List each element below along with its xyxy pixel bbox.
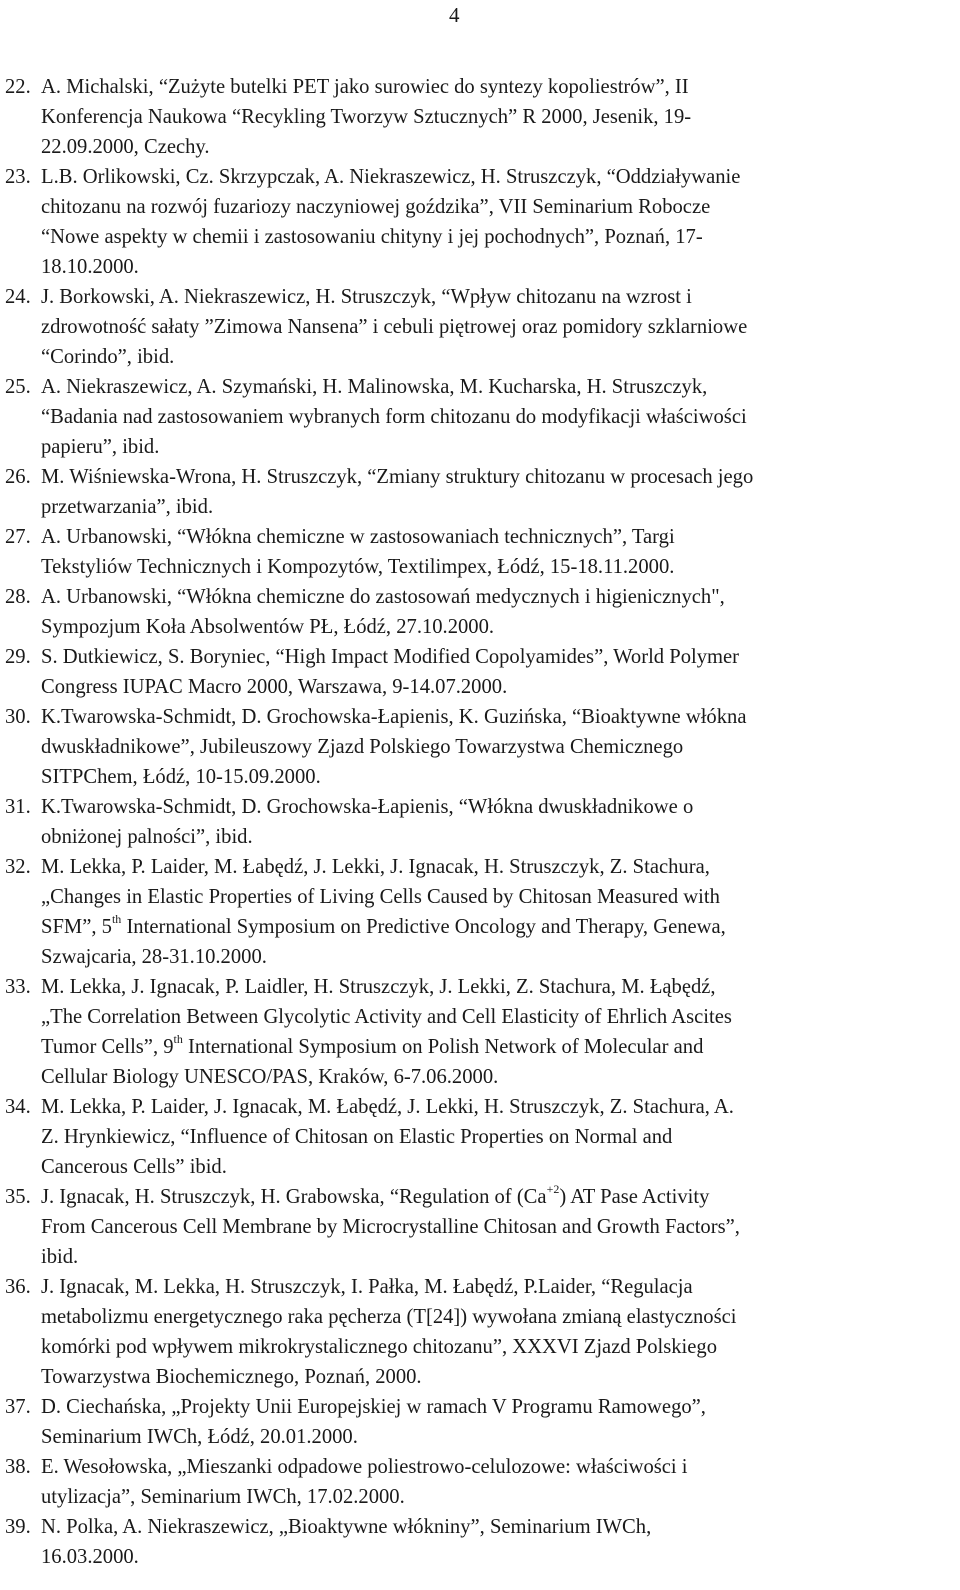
reference-item — [0, 792, 960, 852]
reference-text-line: Towarzystwa Biochemicznego, Poznań, 2000. — [41, 1366, 422, 1388]
reference-text-line: J. Ignacak, M. Lekka, H. Struszczyk, I. Pałka, M. Łabędź, P.Laider, “Regulacja — [41, 1276, 693, 1298]
reference-text-line: A. Michalski, “Zużyte butelki PET jako surowiec do syntezy kopoliestrów”, II — [41, 76, 689, 98]
reference-text-line: 18.10.2000. — [41, 256, 139, 278]
reference-text-line: N. Polka, A. Niekraszewicz, „Bioaktywne włókniny”, Seminarium IWCh, — [41, 1516, 652, 1538]
reference-number: 24. — [5, 286, 31, 308]
reference-number: 38. — [5, 1456, 31, 1478]
reference-text-line: A. Niekraszewicz, A. Szymański, H. Malinowska, M. Kucharska, H. Struszczyk, — [41, 376, 708, 398]
reference-text-line: Z. Hrynkiewicz, “Influence of Chitosan on Elastic Properties on Normal and — [41, 1126, 673, 1148]
reference-item — [0, 642, 960, 702]
reference-text-line: 22.09.2000, Czechy. — [41, 136, 210, 158]
reference-text-line — [41, 1182, 944, 1212]
reference-text-line: Sympozjum Koła Absolwentów PŁ, Łódź, 27.10.2000. — [41, 616, 495, 638]
reference-number: 33. — [5, 976, 31, 998]
reference-text-segment: SFM”, 5 — [41, 916, 112, 938]
reference-item — [0, 702, 960, 792]
superscript: th — [111, 912, 122, 927]
reference-text-line: utylizacja”, Seminarium IWCh, 17.02.2000. — [41, 1486, 405, 1508]
reference-item — [0, 1272, 960, 1392]
reference-number: 36. — [5, 1276, 31, 1298]
reference-number: 26. — [5, 466, 31, 488]
reference-text-line: dwuskładnikowe”, Jubileuszowy Zjazd Polskiego Towarzystwa Chemicznego — [41, 736, 684, 758]
reference-item — [0, 372, 960, 462]
reference-text-line: S. Dutkiewicz, S. Boryniec, “High Impact Modified Copolyamides”, World Polymer — [41, 646, 740, 668]
reference-text-segment: Tumor Cells”, 9 — [41, 1036, 174, 1058]
reference-text-line: “Corindo”, ibid. — [41, 346, 175, 368]
reference-text-line: K.Twarowska-Schmidt, D. Grochowska-Łapienis, K. Guzińska, “Bioaktywne włókna — [41, 706, 747, 728]
reference-text-line: komórki pod wpływem mikrokrystalicznego chitozanu”, XXXVI Zjazd Polskiego — [41, 1336, 718, 1358]
reference-item — [0, 462, 960, 522]
reference-text-line: Cellular Biology UNESCO/PAS, Kraków, 6-7.06.2000. — [41, 1066, 499, 1088]
page-number: 4 — [449, 3, 460, 27]
reference-text-line: 16.03.2000. — [41, 1546, 139, 1568]
reference-text-line: D. Ciechańska, „Projekty Unii Europejskiej w ramach V Programu Ramowego”, — [41, 1396, 706, 1418]
reference-item — [0, 522, 960, 582]
reference-text-line: „The Correlation Between Glycolytic Activity and Cell Elasticity of Ehrlich Ascites — [41, 1006, 732, 1028]
reference-item — [0, 972, 960, 1092]
reference-text-segment: International Symposium on Predictive Oncology and Therapy, Genewa, — [121, 916, 726, 938]
reference-number: 39. — [5, 1516, 31, 1538]
reference-text-segment: J. Ignacak, H. Struszczyk, H. Grabowska, “Regulation of (Ca — [41, 1186, 547, 1208]
reference-text-line: chitozanu na rozwój fuzariozy naczyniowej goździka”, VII Seminarium Robocze — [41, 196, 711, 218]
reference-item — [0, 1092, 960, 1182]
reference-number: 30. — [5, 706, 31, 728]
reference-number: 35. — [5, 1186, 31, 1208]
reference-text-line: ibid. — [41, 1246, 79, 1268]
reference-number: 34. — [5, 1096, 31, 1118]
reference-text-line: przetwarzania”, ibid. — [41, 496, 214, 518]
reference-text-line: A. Urbanowski, “Włókna chemiczne do zastosowań medycznych i higienicznych", — [41, 586, 725, 608]
reference-text-line: A. Urbanowski, “Włókna chemiczne w zastosowaniach technicznych”, Targi — [41, 526, 675, 548]
superscript: +2 — [546, 1182, 560, 1197]
reference-text-line: M. Lekka, P. Laider, M. Łabędź, J. Lekki, J. Ignacak, H. Struszczyk, Z. Stachura, — [41, 856, 710, 878]
reference-text-line: zdrowotność sałaty ”Zimowa Nansena” i cebuli piętrowej oraz pomidory szklarniowe — [41, 316, 748, 338]
reference-text-line: J. Borkowski, A. Niekraszewicz, H. Struszczyk, “Wpływ chitozanu na wzrost i — [41, 286, 692, 308]
reference-item — [0, 1182, 960, 1272]
reference-text-line: „Changes in Elastic Properties of Living Cells Caused by Chitosan Measured with — [41, 886, 720, 908]
reference-list — [0, 72, 960, 1572]
reference-number: 23. — [5, 166, 31, 188]
reference-number: 28. — [5, 586, 31, 608]
reference-text-line: From Cancerous Cell Membrane by Microcrystalline Chitosan and Growth Factors”, — [41, 1216, 740, 1238]
reference-text-line: Konferencja Naukowa “Recykling Tworzyw Sztucznych” R 2000, Jesenik, 19- — [41, 106, 692, 128]
reference-text-line: papieru”, ibid. — [41, 436, 160, 458]
reference-item — [0, 1512, 960, 1572]
reference-item — [0, 72, 960, 162]
reference-text-line: SITPChem, Łódź, 10-15.09.2000. — [41, 766, 321, 788]
reference-text-line: E. Wesołowska, „Mieszanki odpadowe poliestrowo-celulozowe: właściwości i — [41, 1456, 688, 1478]
reference-text-line: “Badania nad zastosowaniem wybranych form chitozanu do modyfikacji właściwości — [41, 406, 747, 428]
reference-text-segment: ) AT Pase Activity — [559, 1186, 710, 1208]
reference-text-line: Seminarium IWCh, Łódź, 20.01.2000. — [41, 1426, 358, 1448]
reference-item — [0, 162, 960, 282]
reference-text-line: Cancerous Cells” ibid. — [41, 1156, 227, 1178]
reference-item — [0, 582, 960, 642]
reference-number: 25. — [5, 376, 31, 398]
reference-item — [0, 282, 960, 372]
reference-text-line: obniżonej palności”, ibid. — [41, 826, 253, 848]
reference-item — [0, 1392, 960, 1452]
reference-item — [0, 852, 960, 972]
superscript: th — [173, 1032, 183, 1047]
reference-text-line: M. Lekka, P. Laider, J. Ignacak, M. Łabędź, J. Lekki, H. Struszczyk, Z. Stachura, A. — [41, 1096, 734, 1118]
reference-item — [0, 1452, 960, 1512]
reference-text-line: metabolizmu energetycznego raka pęcherza (T[24]) wywołana zmianą elastyczności — [41, 1306, 737, 1328]
reference-number: 22. — [5, 76, 31, 98]
reference-text-line: M. Lekka, J. Ignacak, P. Laidler, H. Struszczyk, J. Lekki, Z. Stachura, M. Łąbędź, — [41, 976, 716, 998]
reference-number: 27. — [5, 526, 31, 548]
reference-text-line — [41, 1032, 944, 1062]
reference-text-line: M. Wiśniewska-Wrona, H. Struszczyk, “Zmiany struktury chitozanu w procesach jego — [41, 466, 754, 488]
reference-text-line: Tekstyliów Technicznych i Kompozytów, Textilimpex, Łódź, 15-18.11.2000. — [41, 556, 675, 578]
reference-number: 37. — [5, 1396, 31, 1418]
reference-number: 31. — [5, 796, 31, 818]
reference-text-line: K.Twarowska-Schmidt, D. Grochowska-Łapienis, “Włókna dwuskładnikowe o — [41, 796, 694, 818]
reference-number: 29. — [5, 646, 31, 668]
reference-text-line: “Nowe aspekty w chemii i zastosowaniu chityny i jej pochodnych”, Poznań, 17- — [41, 226, 703, 248]
reference-text-segment: International Symposium on Polish Network of Molecular and — [182, 1036, 704, 1058]
reference-text-line: L.B. Orlikowski, Cz. Skrzypczak, A. Niekraszewicz, H. Struszczyk, “Oddziaływanie — [41, 166, 741, 188]
reference-text-line: Szwajcaria, 28-31.10.2000. — [41, 946, 267, 968]
reference-text-line: Congress IUPAC Macro 2000, Warszawa, 9-14.07.2000. — [41, 676, 508, 698]
reference-number: 32. — [5, 856, 31, 878]
reference-text-line — [41, 912, 944, 942]
